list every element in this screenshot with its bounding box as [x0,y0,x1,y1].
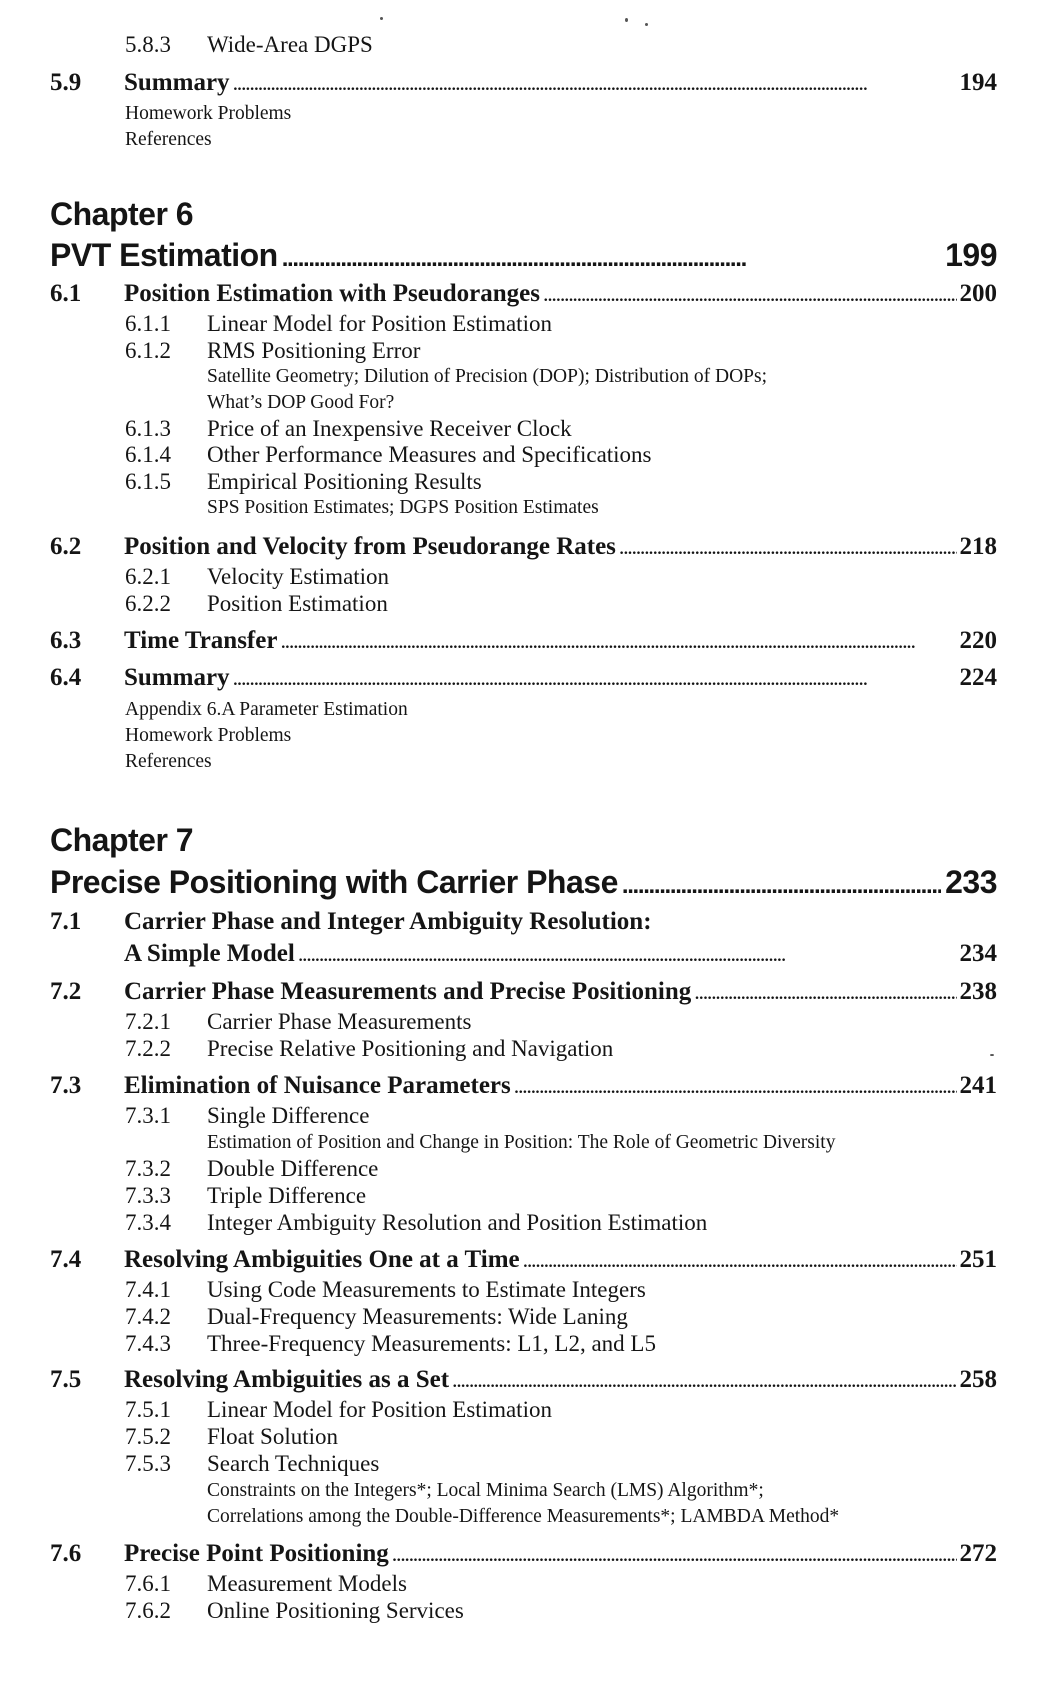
toc-subsection[interactable] [125,1102,369,1130]
page-number: 272 [959,1540,997,1567]
page-number: 258 [959,1366,997,1393]
topic-note: Estimation of Position and Change in Position: The Role of Geometric Diversity [207,1132,836,1153]
subsection-number: 6.1.4 [125,442,171,467]
subsection-title: Single Difference [207,1103,370,1128]
toc-subsection[interactable] [125,1209,707,1237]
dot-leader [622,866,941,906]
dot-leader [298,938,957,970]
dot-leader [392,1538,957,1570]
subsection-title: Online Positioning Services [207,1598,464,1623]
section-title: Summary [124,69,230,96]
subsection-number: 6.1.2 [125,338,171,363]
toc-extra[interactable]: References [125,129,212,150]
page-number: 234 [959,940,997,967]
chapter-title: PVT Estimation [50,237,278,273]
subsection-title: Search Techniques [207,1451,380,1476]
subsection-title: Three-Frequency Measurements: L1, L2, and L5 [207,1331,656,1356]
scan-speck [380,17,383,20]
toc-subsection[interactable] [125,1182,366,1210]
toc-section[interactable] [50,278,997,310]
page-number: 238 [959,978,997,1005]
section-title: Carrier Phase and Integer Ambiguity Resolution: [124,908,652,935]
toc-subsection[interactable] [125,337,420,365]
subsection-number: 7.6.1 [125,1571,171,1596]
toc-subsection[interactable] [125,1035,613,1063]
subsection-number: 6.1.3 [125,416,171,441]
subsection-number: 7.3.4 [125,1210,171,1235]
toc-section[interactable] [50,1364,997,1396]
subsection-title: Carrier Phase Measurements [207,1009,472,1034]
subsection-title: Empirical Positioning Results [207,469,482,494]
toc-section[interactable] [50,531,997,563]
subsection-number: 6.1.1 [125,311,171,336]
section-title-continued: A Simple Model [124,940,295,967]
section-number: 7.4 [50,1246,82,1273]
subsection-title: Wide-Area DGPS [207,32,373,57]
toc-subsection[interactable] [125,31,373,59]
topic-note: Constraints on the Integers*; Local Minima Search (LMS) Algorithm*; [207,1480,764,1501]
subsection-title: Integer Ambiguity Resolution and Position Estimation [207,1210,708,1235]
dot-leader [619,531,957,563]
chapter-label: Chapter 6 [50,196,194,232]
toc-subsection[interactable] [125,1008,471,1036]
section-title: Time Transfer [124,627,278,654]
page-number: 224 [959,664,997,691]
toc-section[interactable] [50,1244,997,1276]
toc-subsection[interactable] [125,1155,378,1183]
toc-section[interactable] [50,1538,997,1570]
section-title: Carrier Phase Measurements and Precise Positioning [124,978,692,1005]
section-number: 7.6 [50,1540,82,1567]
page-number: 218 [959,533,997,560]
dot-leader [280,625,956,657]
page-number: 241 [959,1072,997,1099]
subsection-number: 7.6.2 [125,1598,171,1623]
toc-subsection[interactable] [125,1303,628,1331]
section-title: Position Estimation with Pseudoranges [124,280,541,307]
dot-leader [282,239,941,279]
toc-subsection[interactable] [125,563,389,591]
toc-section[interactable] [50,976,997,1008]
scan-speck [625,18,628,22]
subsection-number: 7.4.1 [125,1277,171,1302]
section-number: 6.1 [50,280,82,307]
page-number: 233 [945,864,997,900]
subsection-title: Linear Model for Position Estimation [207,1397,552,1422]
section-title: Precise Point Positioning [124,1540,389,1567]
subsection-title: Linear Model for Position Estimation [207,311,552,336]
subsection-title: Price of an Inexpensive Receiver Clock [207,416,572,441]
page-number: 199 [945,237,997,273]
toc-subsection[interactable] [125,310,552,338]
subsection-number: 7.2.1 [125,1009,171,1034]
subsection-number: 7.3.1 [125,1103,171,1128]
section-number: 6.2 [50,533,82,560]
toc-subsection[interactable] [125,1276,646,1304]
section-title: Resolving Ambiguities as a Set [124,1366,450,1393]
scan-speck [990,1054,994,1056]
chapter-title: Precise Positioning with Carrier Phase [50,864,618,900]
topic-note: SPS Position Estimates; DGPS Position Estimates [207,497,599,518]
topic-note: What’s DOP Good For? [207,392,395,413]
subsection-title: Measurement Models [207,1571,407,1596]
toc-extra[interactable]: Homework Problems [125,725,292,746]
toc-subsection[interactable] [125,1423,338,1451]
subsection-title: Triple Difference [207,1183,367,1208]
subsection-number: 7.3.3 [125,1183,171,1208]
section-number: 5.9 [50,69,82,96]
dot-leader [514,1070,957,1102]
subsection-title: Dual-Frequency Measurements: Wide Laning [207,1304,628,1329]
subsection-number: 6.2.1 [125,564,171,589]
toc-section[interactable] [50,625,997,657]
subsection-title: Float Solution [207,1424,338,1449]
section-number: 6.4 [50,664,82,691]
dot-leader [452,1364,956,1396]
topic-note: Correlations among the Double-Difference Measurements*; LAMBDA Method* [207,1506,840,1527]
subsection-number: 6.2.2 [125,591,171,616]
chapter-title-row[interactable] [50,235,997,275]
section-number: 7.1 [50,908,82,935]
section-title: Summary [124,664,230,691]
toc-section[interactable] [50,67,997,99]
subsection-number: 5.8.3 [125,32,171,57]
subsection-title: Other Performance Measures and Specifications [207,442,652,467]
subsection-title: Velocity Estimation [207,564,390,589]
subsection-title: Precise Relative Positioning and Navigation [207,1036,614,1061]
section-title: Position and Velocity from Pseudorange Rates [124,533,616,560]
toc-subsection[interactable] [125,468,482,496]
subsection-number: 7.5.3 [125,1451,171,1476]
toc-subsection[interactable] [125,1450,379,1478]
subsection-title: Using Code Measurements to Estimate Integers [207,1277,646,1302]
page-number: 251 [959,1246,997,1273]
toc-subsection[interactable] [125,1330,656,1358]
subsection-title: Double Difference [207,1156,379,1181]
toc-subsection[interactable] [125,1396,552,1424]
page-number: 200 [959,280,997,307]
section-number: 7.2 [50,978,82,1005]
scan-speck [645,23,648,26]
dot-leader [523,1244,957,1276]
subsection-title: RMS Positioning Error [207,338,421,363]
subsection-title: Position Estimation [207,591,388,616]
subsection-number: 7.5.1 [125,1397,171,1422]
dot-leader [233,662,957,694]
toc-extra[interactable]: Homework Problems [125,103,292,124]
toc-section[interactable] [50,662,997,694]
section-number: 7.5 [50,1366,82,1393]
toc-subsection[interactable] [125,590,388,618]
subsection-number: 7.4.2 [125,1304,171,1329]
section-title: Resolving Ambiguities One at a Time [124,1246,520,1273]
chapter-label: Chapter 7 [50,822,194,858]
section-number: 7.3 [50,1072,82,1099]
toc-subsection[interactable] [125,1570,407,1598]
toc-subsection[interactable] [125,1597,464,1625]
toc-subsection[interactable] [125,415,572,443]
toc-extra[interactable]: References [125,751,212,772]
subsection-number: 7.5.2 [125,1424,171,1449]
subsection-number: 7.3.2 [125,1156,171,1181]
toc-section[interactable] [50,906,997,970]
topic-note: Satellite Geometry; Dilution of Precision (DOP); Distribution of DOPs; [207,366,768,387]
subsection-number: 6.1.5 [125,469,171,494]
toc-subsection[interactable] [125,441,652,469]
section-number: 6.3 [50,627,82,654]
section-title: Elimination of Nuisance Parameters [124,1072,511,1099]
dot-leader [233,67,957,99]
dot-leader [543,278,956,310]
subsection-number: 7.2.2 [125,1036,171,1061]
page-number: 220 [959,627,997,654]
page-number: 194 [959,69,997,96]
toc-extra[interactable]: Appendix 6.A Parameter Estimation [125,699,408,720]
dot-leader [694,976,956,1008]
chapter-title-row[interactable] [50,862,997,902]
subsection-number: 7.4.3 [125,1331,171,1356]
toc-section[interactable] [50,1070,997,1102]
